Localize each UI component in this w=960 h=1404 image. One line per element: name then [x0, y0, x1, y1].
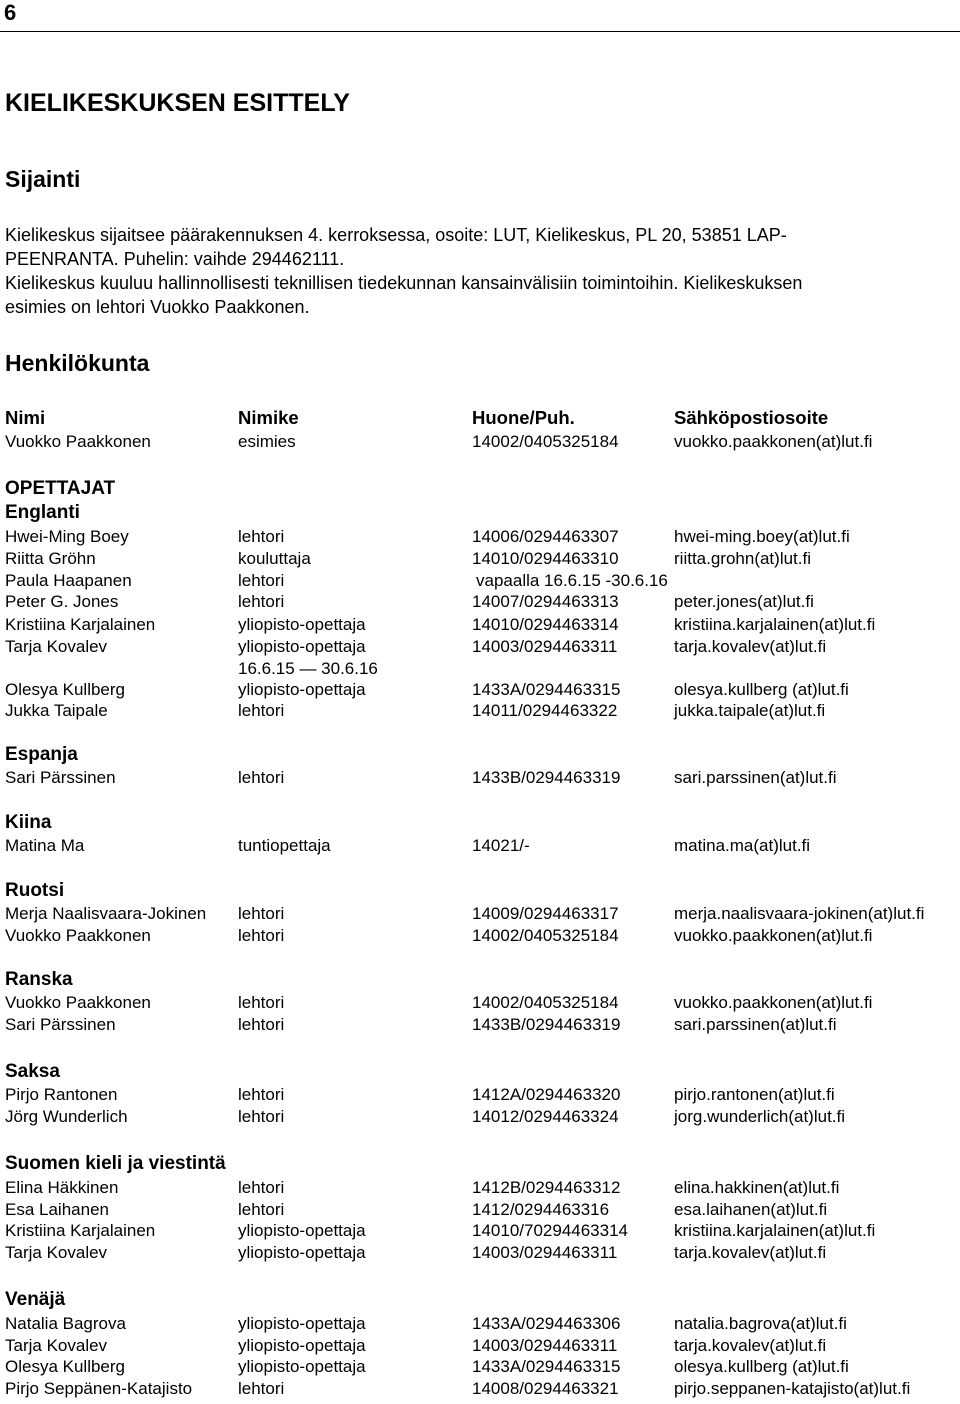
staff-email: sari.parssinen(at)lut.fi	[674, 768, 837, 787]
staff-title: esimies	[238, 432, 296, 451]
staff-room: 14003/0294463311	[472, 637, 618, 656]
staff-title: tuntiopettaja	[238, 836, 331, 855]
staff-room: 14009/0294463317	[472, 904, 619, 923]
staff-room: 1433B/0294463319	[472, 768, 621, 787]
staff-title: lehtori	[238, 904, 285, 923]
staff-room: 14011/0294463322	[472, 701, 618, 720]
staff-room: vapaalla 16.6.15 -30.6.16	[476, 571, 668, 590]
location-heading: Sijainti	[5, 166, 81, 192]
staff-email: jorg.wunderlich(at)lut.fi	[674, 1107, 846, 1126]
staff-title: yliopisto-opettaja	[238, 1336, 366, 1355]
staff-name: Sari Pärssinen	[5, 1015, 116, 1034]
staff-email: peter.jones(at)lut.fi	[674, 592, 814, 611]
staff-email: esa.laihanen(at)lut.fi	[674, 1200, 828, 1219]
staff-name: Pirjo Seppänen-Katajisto	[5, 1379, 193, 1398]
staff-name: Tarja Kovalev	[5, 637, 108, 656]
staff-email: merja.naalisvaara-jokinen(at)lut.fi	[674, 904, 925, 923]
staff-name: Peter G. Jones	[5, 592, 119, 611]
staff-email: vuokko.paakkonen(at)lut.fi	[674, 993, 873, 1012]
staff-title: lehtori	[238, 592, 285, 611]
staff-title: kouluttaja	[238, 549, 311, 568]
staff-title: lehtori	[238, 1379, 285, 1398]
staff-title: lehtori	[238, 993, 285, 1012]
staff-email: tarja.kovalev(at)lut.fi	[674, 637, 827, 656]
staff-name: Kristiina Karjalainen	[5, 1221, 156, 1240]
section-heading-saksa: Saksa	[5, 1061, 60, 1082]
page-title: KIELIKESKUKSEN ESITTELY	[5, 89, 350, 117]
staff-email: pirjo.rantonen(at)lut.fi	[674, 1085, 835, 1104]
staff-title: lehtori	[238, 1107, 285, 1126]
staff-name: Olesya Kullberg	[5, 1357, 126, 1376]
staff-room: 14010/70294463314	[472, 1221, 628, 1240]
staff-title: lehtori	[238, 926, 285, 945]
staff-title: lehtori	[238, 527, 285, 546]
staff-title: yliopisto-opettaja	[238, 615, 366, 634]
staff-room: 14021/-	[472, 836, 530, 855]
staff-room: 1412/0294463316	[472, 1200, 610, 1219]
staff-room: 14003/0294463311	[472, 1336, 618, 1355]
staff-heading: Henkilökunta	[5, 350, 150, 376]
staff-room: 14002/0405325184	[472, 993, 619, 1012]
staff-email: vuokko.paakkonen(at)lut.fi	[674, 926, 873, 945]
column-header-room: Huone/Puh.	[472, 407, 575, 428]
staff-room: 14012/0294463324	[472, 1107, 619, 1126]
staff-room: 14006/0294463307	[472, 527, 619, 546]
staff-email: pirjo.seppanen-katajisto(at)lut.fi	[674, 1379, 911, 1398]
staff-email: matina.ma(at)lut.fi	[674, 836, 811, 855]
staff-name: Sari Pärssinen	[5, 768, 116, 787]
staff-name: Riitta Gröhn	[5, 549, 96, 568]
staff-name: Hwei-Ming Boey	[5, 527, 129, 546]
staff-name: Jörg Wunderlich	[5, 1107, 128, 1126]
staff-title: lehtori	[238, 701, 285, 720]
staff-name: Olesya Kullberg	[5, 680, 126, 699]
staff-name: Esa Laihanen	[5, 1200, 109, 1219]
section-heading-kiina: Kiina	[5, 812, 52, 833]
staff-title: yliopisto-opettaja	[238, 1243, 366, 1262]
section-heading-englanti: Englanti	[5, 502, 80, 523]
teachers-heading: OPETTAJAT	[5, 478, 116, 499]
staff-name: Matina Ma	[5, 836, 85, 855]
staff-email: vuokko.paakkonen(at)lut.fi	[674, 432, 873, 451]
column-header-email: Sähköpostiosoite	[674, 407, 829, 428]
staff-room: 1412B/0294463312	[472, 1178, 621, 1197]
staff-name: Vuokko Paakkonen	[5, 993, 151, 1012]
staff-room: 1412A/0294463320	[472, 1085, 621, 1104]
staff-title: lehtori	[238, 768, 285, 787]
staff-room: 14002/0405325184	[472, 926, 619, 945]
staff-name: Tarja Kovalev	[5, 1336, 108, 1355]
staff-name: Paula Haapanen	[5, 571, 132, 590]
staff-title: yliopisto-opettaja	[238, 1221, 366, 1240]
location-paragraph	[5, 223, 955, 319]
paragraph-line: esimies on lehtori Vuokko Paakkonen.	[5, 297, 310, 317]
staff-email: elina.hakkinen(at)lut.fi	[674, 1178, 840, 1197]
staff-email: natalia.bagrova(at)lut.fi	[674, 1314, 847, 1333]
staff-room: 1433A/0294463315	[472, 680, 621, 699]
staff-room: 1433A/0294463315	[472, 1357, 621, 1376]
section-heading-espanja: Espanja	[5, 744, 78, 765]
staff-room: 14010/0294463314	[472, 615, 619, 634]
staff-email: kristiina.karjalainen(at)lut.fi	[674, 1221, 876, 1240]
staff-email: olesya.kullberg (at)lut.fi	[674, 1357, 849, 1376]
staff-room: 14007/0294463313	[472, 592, 619, 611]
staff-name: Vuokko Paakkonen	[5, 926, 151, 945]
staff-email: kristiina.karjalainen(at)lut.fi	[674, 615, 876, 634]
staff-title: yliopisto-opettaja	[238, 637, 366, 656]
period-note: 16.6.15 — 30.6.16	[238, 659, 378, 678]
paragraph-line: PEENRANTA. Puhelin: vaihde 294462111.	[5, 249, 345, 269]
staff-email: hwei-ming.boey(at)lut.fi	[674, 527, 850, 546]
staff-name: Merja Naalisvaara-Jokinen	[5, 904, 207, 923]
staff-title: lehtori	[238, 1178, 285, 1197]
staff-title: lehtori	[238, 571, 285, 590]
paragraph-line: Kielikeskus kuuluu hallinnollisesti teknillisen tiedekunnan kansainvälisiin toimintoihin. Kielikeskuksen	[5, 273, 803, 293]
staff-email: sari.parssinen(at)lut.fi	[674, 1015, 837, 1034]
section-heading-suomi: Suomen kieli ja viestintä	[5, 1153, 226, 1174]
staff-email: tarja.kovalev(at)lut.fi	[674, 1243, 827, 1262]
staff-title: lehtori	[238, 1015, 285, 1034]
staff-name: Tarja Kovalev	[5, 1243, 108, 1262]
staff-room: 1433B/0294463319	[472, 1015, 621, 1034]
staff-title: lehtori	[238, 1085, 285, 1104]
staff-room: 14003/0294463311	[472, 1243, 618, 1262]
staff-room: 14010/0294463310	[472, 549, 619, 568]
staff-room: 1433A/0294463306	[472, 1314, 621, 1333]
staff-name: Vuokko Paakkonen	[5, 432, 151, 451]
staff-name: Kristiina Karjalainen	[5, 615, 156, 634]
staff-title: yliopisto-opettaja	[238, 680, 366, 699]
staff-email: olesya.kullberg (at)lut.fi	[674, 680, 849, 699]
section-heading-venaja: Venäjä	[5, 1289, 66, 1310]
column-header-name: Nimi	[5, 407, 46, 428]
paragraph-line: Kielikeskus sijaitsee päärakennuksen 4. kerroksessa, osoite: LUT, Kielikeskus, PL 20, 53851 LAP-	[5, 225, 787, 245]
column-header-title: Nimike	[238, 407, 299, 428]
staff-name: Pirjo Rantonen	[5, 1085, 118, 1104]
section-heading-ranska: Ranska	[5, 969, 73, 990]
staff-room: 14002/0405325184	[472, 432, 619, 451]
staff-email: tarja.kovalev(at)lut.fi	[674, 1336, 827, 1355]
staff-title: lehtori	[238, 1200, 285, 1219]
staff-room: 14008/0294463321	[472, 1379, 619, 1398]
page-number: 6	[4, 0, 17, 25]
staff-title: yliopisto-opettaja	[238, 1314, 366, 1333]
staff-name: Elina Häkkinen	[5, 1178, 119, 1197]
staff-email: jukka.taipale(at)lut.fi	[674, 701, 826, 720]
staff-title: yliopisto-opettaja	[238, 1357, 366, 1376]
staff-name: Jukka Taipale	[5, 701, 108, 720]
staff-email: riitta.grohn(at)lut.fi	[674, 549, 811, 568]
header-rule	[0, 31, 960, 32]
staff-name: Natalia Bagrova	[5, 1314, 126, 1333]
section-heading-ruotsi: Ruotsi	[5, 880, 65, 901]
